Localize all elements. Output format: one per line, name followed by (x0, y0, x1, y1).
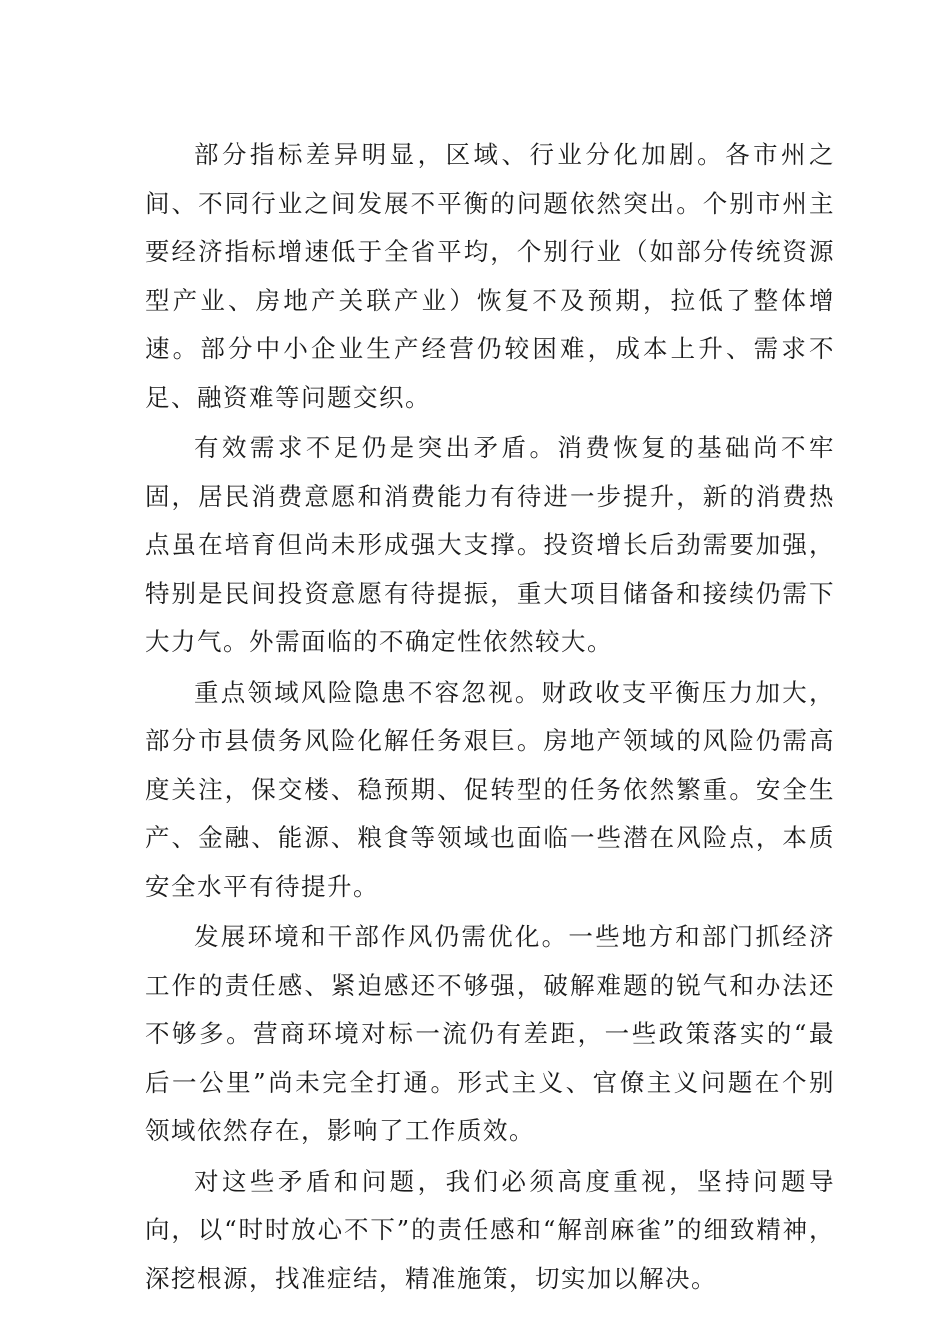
paragraph-conclusion: 对这些矛盾和问题，我们必须高度重视，坚持问题导向，以“时时放心不下”的责任感和“解剖麻雀”的细致精神，深挖根源，找准症结，精准施策，切实加以解决。 (145, 1166, 835, 1293)
document-body (145, 131, 835, 1305)
paragraph-insufficient-demand: 有效需求不足仍是突出矛盾。消费恢复的基础尚不牢固，居民消费意愿和消费能力有待进一步提升，新的消费热点虽在培育但尚未形成强大支撑。投资增长后劲需要加强，特别是民间投资意愿有待提振，重大项目储备和接续仍需下大力气。外需面临的不确定性依然较大。 (145, 433, 835, 656)
paragraph-regional-disparity: 部分指标差异明显，区域、行业分化加剧。各市州之间、不同行业之间发展不平衡的问题依然突出。个别市州主要经济指标增速低于全省平均，个别行业（如部分传统资源型产业、房地产关联产业）恢复不及预期，拉低了整体增速。部分中小企业生产经营仍较困难，成本上升、需求不足、融资难等问题交织。 (145, 140, 835, 412)
paragraph-development-environment: 发展环境和干部作风仍需优化。一些地方和部门抓经济工作的责任感、紧迫感还不够强，破解难题的锐气和办法还不够多。营商环境对标一流仍有差距，一些政策落实的“最后一公里”尚未完全打通。形式主义、官僚主义问题在个别领域依然存在，影响了工作质效。 (145, 922, 835, 1145)
paragraph-key-risks: 重点领域风险隐患不容忽视。财政收支平衡压力加大，部分市县债务风险化解任务艰巨。房地产领域的风险仍需高度关注，保交楼、稳预期、促转型的任务依然繁重。安全生产、金融、能源、粮食等领域也面临一些潜在风险点，本质安全水平有待提升。 (145, 677, 835, 901)
